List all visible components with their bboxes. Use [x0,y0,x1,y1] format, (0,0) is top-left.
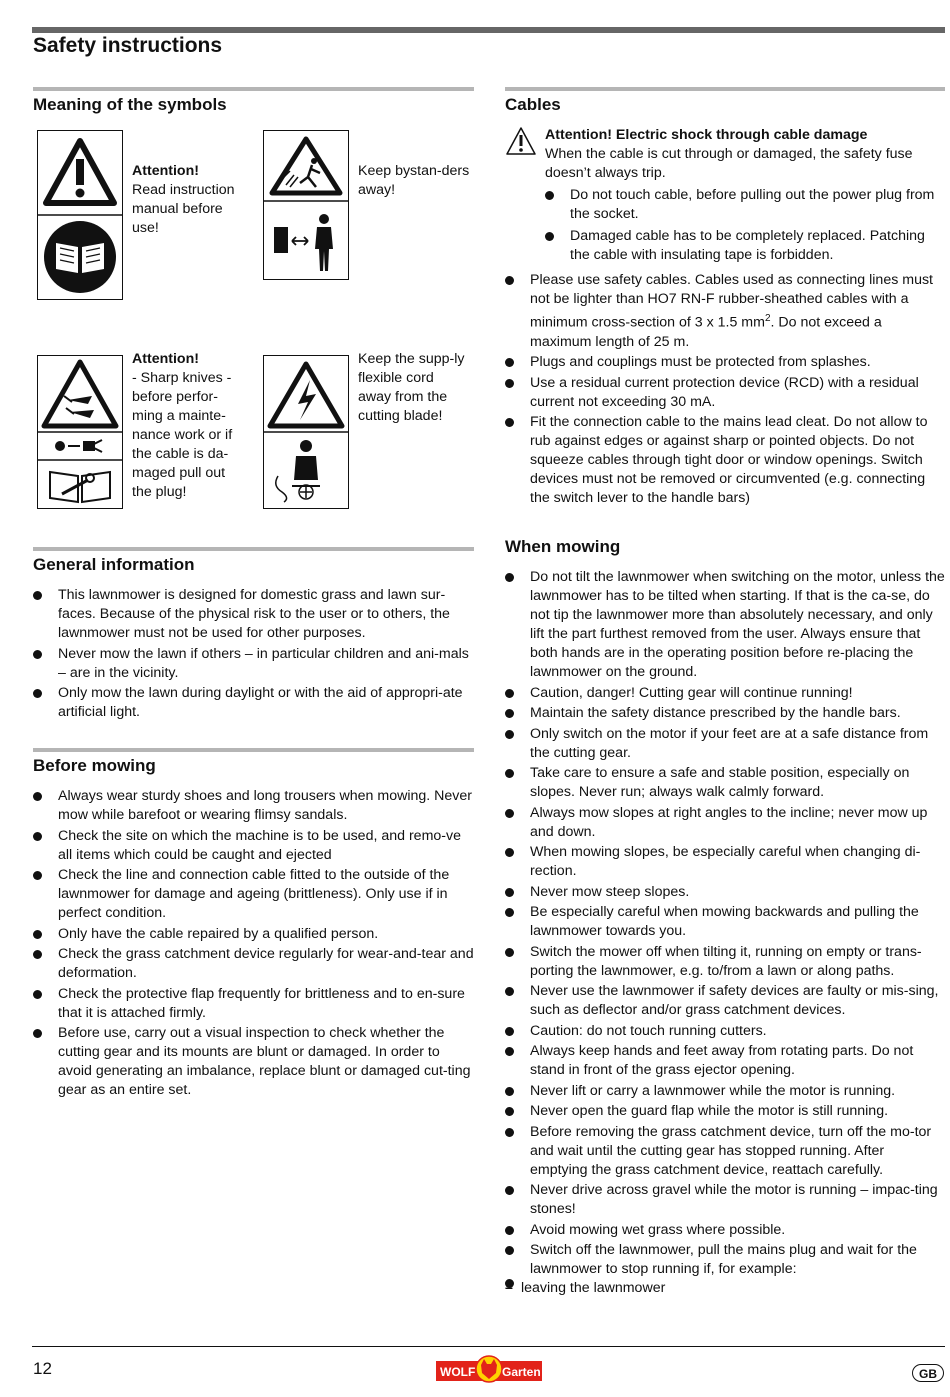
general-information-section [33,547,474,722]
footer-rule [32,1346,945,1347]
list-item: Never lift or carry a lawnmower while the motor is running. [505,1082,945,1101]
section-rule [505,87,945,91]
section-title: Cables [505,95,561,114]
cable-cutting-blade-icon [276,440,320,502]
logo-text-left: WOLF [440,1365,476,1379]
symbol-description: Keep bystan-ders away! [358,163,470,198]
list-item: Never open the guard flap while the motor is still running. [505,1102,945,1121]
list-item: Always mow slopes at right angles to the incline; never mow up and down. [505,804,945,842]
section-rule [33,748,474,752]
bystander-distance-icon [274,214,333,271]
list-item: Fit the connection cable to the mains lead cleat. Do not allow to rub against edges or against sharp or pointed objects. Do not squeeze cables through tight door or window openings. Switch devices must not be removed or circumvented (e.g. connecting the switch lever to the handle bars) [505,413,945,508]
symbol-description: - Sharp knives - before perfor-ming a mainte-nance work or if the cable is da-maged pull out the plug! [132,370,233,500]
list-item [505,271,945,352]
cables-list [505,271,945,508]
read-manual-icon [44,221,116,293]
page-number: 12 [33,1359,52,1378]
symbol-text-manual [132,162,244,238]
list-item [505,1241,945,1298]
symbol-description: Read instruction manual before use! [132,182,235,236]
list-item: Never use the lawnmower if safety devices are faulty or mis-sing, such as deflector and/or grass catchment devices. [505,982,945,1020]
cable-warning [505,126,945,265]
symbols-grid [33,126,474,531]
list-item: Plugs and couplings must be protected from splashes. [505,353,945,372]
when-mowing-list [505,568,945,1298]
right-column [505,87,945,1300]
list-item: Always wear sturdy shoes and long trousers when mowing. Never mow while barefoot or wearing flimsy sandals. [33,787,474,825]
logo-text-right: Garten [502,1365,541,1379]
warning-triangle-icon [505,126,537,156]
list-item: Check the protective flap frequently for brittleness and to en-sure that it is attached firmly. [33,985,474,1023]
cables-section [505,87,945,508]
page-title: Safety instructions [33,34,223,57]
symbol-text-cable [358,350,470,426]
section-title: Meaning of the symbols [33,95,227,114]
list-item: Only mow the lawn during daylight or with the aid of appropri-ate artificial light. [33,684,474,722]
symbol-panel-manual [37,130,123,300]
warning-triangle-icon [38,141,122,215]
list-item: Avoid mowing wet grass where possible. [505,1221,945,1240]
warning-text: When the cable is cut through or damaged, the safety fuse doesn’t always trip. [545,146,913,181]
list-item: Before use, carry out a visual inspection to check whether the cutting gear and its mounts are blunt or damaged. In order to avoid generating an imbalance, replace blunt or damaged cut-ting gear as an entire set. [33,1024,474,1100]
warning-title: Attention! Electric shock through cable damage [545,127,868,143]
left-column [33,87,474,1102]
safety-cables-tail: . Do not exceed a maximum length of 25 m. [530,314,882,350]
symbol-panel-cable [263,355,349,509]
superscript: 2 [764,313,771,324]
safety-cables-text: Please use safety cables. Cables used as connecting lines must not be lighter than HO7 RN-F rubber-sheathed cables with a minimum cross-section of 3 x 1.5 mm [530,272,933,331]
list-item: Caution, danger! Cutting gear will continue running! [505,684,945,703]
sub-list [521,1279,945,1298]
symbol-panel-knives [37,355,123,509]
list-item: This lawnmower is designed for domestic grass and lawn sur-faces. Because of the physical risk to the user or to others, the lawnmower must not be used for other purposes. [33,586,474,643]
list-item: Only have the cable repaired by a qualified person. [33,925,474,944]
warning-list [545,186,945,265]
unplug-icon [38,440,122,460]
symbol-description: Keep the supp-ly flexible cord away from the cutting blade! [358,351,465,424]
sub-list-item: – leaving the lawnmower [505,1279,945,1298]
before-mowing-section [33,748,474,1100]
list-item: Switch the mower off when tilting it, running on empty or trans-porting the lawnmower, e.g. to/from a lawn or along paths. [505,943,945,981]
list-item: Only switch on the motor if your feet are at a safe distance from the cutting gear. [505,725,945,763]
sharp-knives-icon [38,362,122,432]
symbol-title: Attention! [132,351,199,367]
list-item: Check the site on which the machine is to be used, and remo-ve all items which could be caught and ejected [33,827,474,865]
list-item: Use a residual current protection device (RCD) with a residual current not exceeding 30 mA. [505,374,945,412]
list-item: Maintain the safety distance prescribed by the handle bars. [505,704,945,723]
section-title: General information [33,555,195,574]
list-item: Caution: do not touch running cutters. [505,1022,945,1041]
list-item: Do not touch cable, before pulling out the power plug from the socket. [545,186,945,224]
section-title: Before mowing [33,756,156,775]
section-rule [33,87,474,91]
list-item: Never mow the lawn if others – in particular children and ani-mals – are in the vicinity. [33,645,474,683]
when-mowing-section [505,536,945,1298]
thrown-objects-icon [264,139,348,201]
wolf-garten-logo [436,1355,542,1383]
language-badge: GB [912,1364,944,1382]
list-item: Never mow steep slopes. [505,883,945,902]
section-rule [33,547,474,551]
symbol-text-knives [132,350,244,502]
symbol-panel-bystanders [263,130,349,280]
list-item: Damaged cable has to be completely replaced. Patching the cable with insulating tape is forbidden. [545,227,945,265]
list-item: Do not tilt the lawnmower when switching on the motor, unless the lawnmower has to be tilted when starting. If that is the ca-se, do not tip the lawnmower more than absolutely necessary, and only lift the part furthest removed from the user. Always ensure that both hands are in the operating position before re-placing the lawnmower on the ground. [505,568,945,682]
manual-maintenance-icon [50,472,110,502]
list-item-text: Switch off the lawnmower, pull the mains plug and wait for the lawnmower to stop running if, for example: [530,1242,917,1278]
list-item: Never drive across gravel while the motor is running – impac-ting stones! [505,1181,945,1219]
general-list [33,586,474,722]
list-item: Always keep hands and feet away from rotating parts. Do not stand in front of the grass ejector opening. [505,1042,945,1080]
list-item: Before removing the grass catchment device, turn off the mo-tor and wait until the cutting gear has stopped running. After emptying the grass catchment device, reattach carefully. [505,1123,945,1180]
list-item: Check the line and connection cable fitted to the outside of the lawnmower for damage and ageing (brittleness). Only use if in perfect condition. [33,866,474,923]
before-mowing-list [33,787,474,1100]
section-title: When mowing [505,537,621,557]
list-item: Check the grass catchment device regularly for wear-and-tear and deformation. [33,945,474,983]
symbols-section [33,87,474,531]
symbol-title: Attention! [132,163,199,179]
electric-shock-icon [264,364,348,432]
list-item: Take care to ensure a safe and stable position, especially on slopes. Never run; always walk calmly forward. [505,764,945,802]
symbol-text-bystanders [358,162,470,200]
list-item: Be especially careful when mowing backwards and pulling the lawnmower towards you. [505,903,945,941]
list-item: When mowing slopes, be especially careful when changing di-rection. [505,843,945,881]
top-rule [32,27,945,33]
